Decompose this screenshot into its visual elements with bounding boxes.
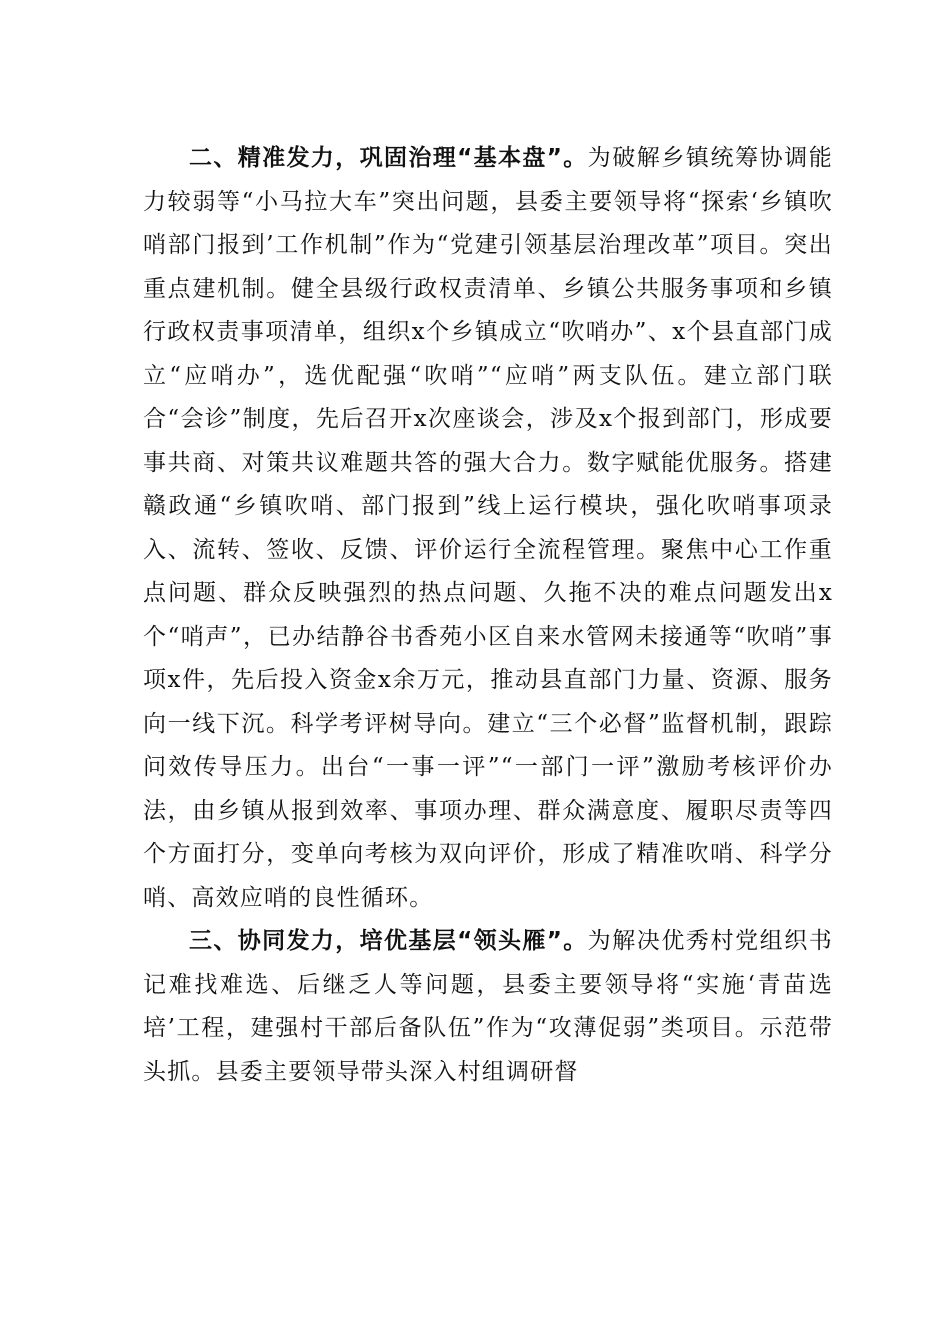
document-page — [143, 137, 833, 1094]
paragraph-2-heading: 二、精准发力，巩固治理“基本盘”。 — [189, 145, 588, 171]
paragraph-3-heading: 三、协同发力，培优基层“领头雁”。 — [189, 928, 588, 954]
paragraph-2-body: 为破解乡镇统筹协调能力较弱等“小马拉大车”突出问题，县委主要领导将“探索‘乡镇吹哨部门报到’工作机制”作为“党建引领基层治理改革”项目。突出重点建机制。健全县级行政权责清单、乡镇公共服务事项和乡镇行政权责事项清单，组织x个乡镇成立“吹哨办”、x个县直部门成立“应哨办”，选优配强“吹哨”“应哨”两支队伍。建立部门联合“会诊”制度，先后召开x次座谈会，涉及x个报到部门，形成要事共商、对策共议难题共答的强大合力。数字赋能优服务。搭建赣政通“乡镇吹哨、部门报到”线上运行模块，强化吹哨事项录入、流转、签收、反馈、评价运行全流程管理。聚焦中心工作重点问题、群众反映强烈的热点问题、久拖不决的难点问题发出x个“哨声”，已办结静谷书香苑小区自来水管网未接通等“吹哨”事项x件，先后投入资金x余万元，推动县直部门力量、资源、服务向一线下沉。科学考评树导向。建立“三个必督”监督机制，跟踪问效传导压力。出台“一事一评”“一部门一评”激励考核评价办法，由乡镇从报到效率、事项办理、群众满意度、履职尽责等四个方面打分，变单向考核为双向评价，形成了精准吹哨、科学分哨、高效应哨的良性循环。 — [143, 145, 834, 911]
paragraph-3 — [143, 920, 833, 1094]
paragraph-2 — [143, 137, 833, 920]
paragraph-3-body: 为解决优秀村党组织书记难找难选、后继乏人等问题，县委主要领导将“实施‘青苗选培’工程，建强村干部后备队伍”作为“攻薄促弱”类项目。示范带头抓。县委主要领导带头深入村组调研督 — [143, 928, 834, 1085]
